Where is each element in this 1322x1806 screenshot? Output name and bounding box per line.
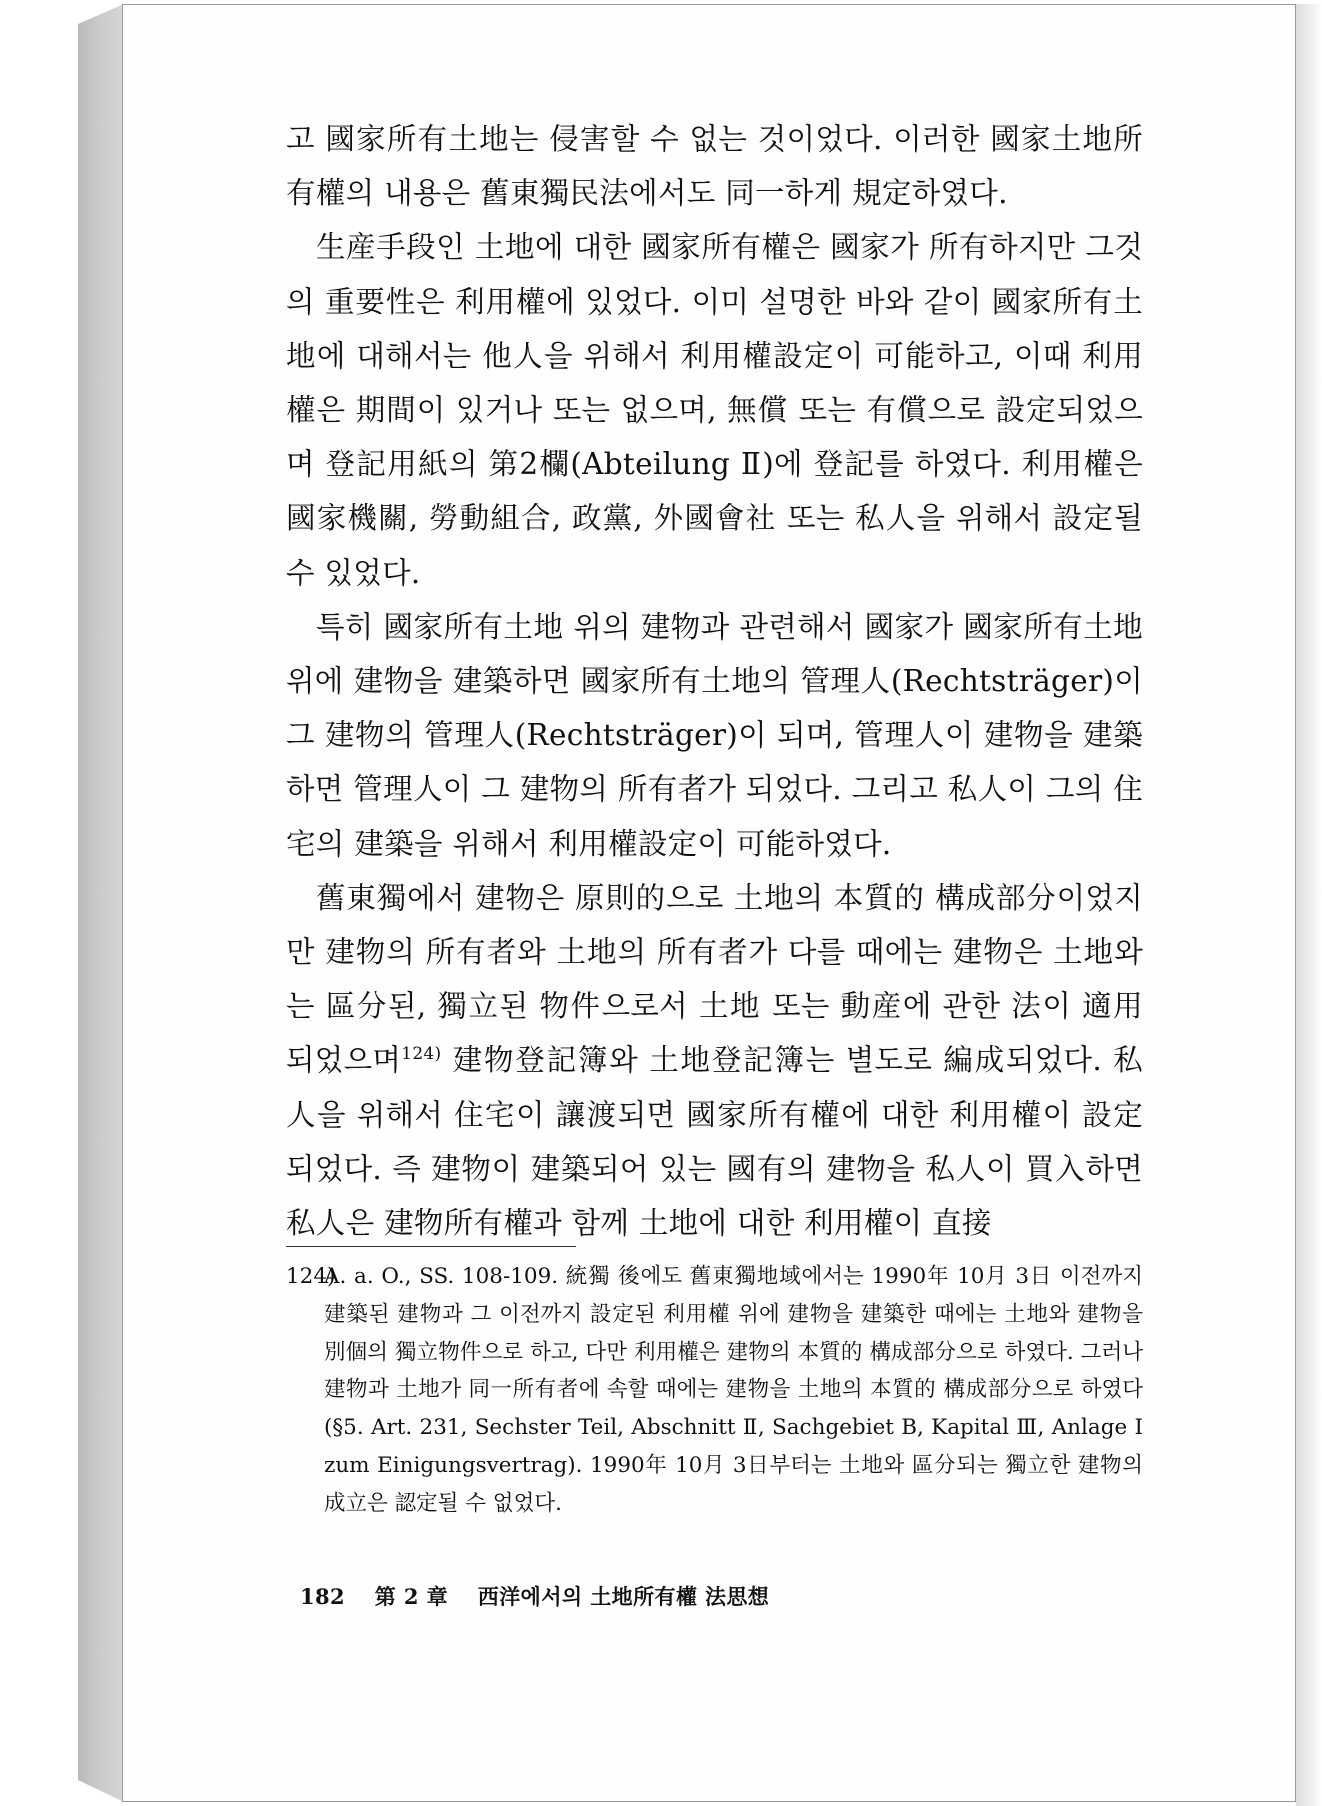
footnote-text: A. a. O., SS. 108-109. 統獨 後에도 舊東獨地域에서는 1990年 10月 3日 이전까지 建築된 建物과 그 이전까지 設定된 利用權 위에 建物을 建築한 때에는 土地와 建物을 別個의 獨立物件으로 하고, 다만 利用權은 建物의 本質的 構成部分으로 하였다. 그러나 建物과 土地가 同一所有者에 속할 때에는 建物을 土地의 本質的 構成部分으로 하였다(§5. Art. 231, Sechster Teil, Abschnitt Ⅱ, Sachgebiet B, Kapital Ⅲ, Anlage Ⅰ zum Einigungsvertrag). 1990年 10月 3日부터는 土地와 區分되는 獨立한 建物의 成立은 認定될 수 없었다.: [324, 1264, 1143, 1516]
chapter-label: 第 2 章: [374, 1584, 448, 1609]
page-edge-shadow: [1296, 4, 1322, 1806]
page-number: 182: [300, 1584, 346, 1609]
paragraph-4: [286, 871, 1143, 1250]
footnotes: [286, 1258, 1143, 1523]
footnote-number: 124): [286, 1264, 336, 1289]
book-spine-edge: [78, 4, 124, 1802]
footnote-divider: [286, 1246, 576, 1247]
paragraph-1: 고 國家所有土地는 侵害할 수 없는 것이었다. 이러한 國家土地所有權의 내용은 舊東獨民法에서도 同一하게 規定하였다.: [286, 122, 1143, 211]
paragraph-4-before-ref: 舊東獨에서 建物은 原則的으로 土地의 本質的 構成部分이었지만 建物의 所有者와 土地의 所有者가 다를 때에는 建物은 土地와는 區分된, 獨立된 物件으로서 土地 또는 動産에 관한 法이 適用되었으며: [286, 880, 1143, 1078]
paragraph-3: 특히 國家所有土地 위의 建物과 관련해서 國家가 國家所有土地 위에 建物을 建築하면 國家所有土地의 管理人(Rechtsträger)이 그 建物의 管理人(Rechtsträger)이 되며, 管理人이 建物을 建築하면 管理人이 그 建物의 所有者가 되었다. 그리고 私人이 그의 住宅의 建築을 위해서 利用權設定이 可能하였다.: [286, 609, 1143, 861]
footnote-reference: 124): [401, 1044, 442, 1065]
running-footer: [300, 1581, 769, 1611]
footnote-124: [286, 1258, 1143, 1523]
main-text: [286, 112, 1143, 1250]
paragraph-4-after-ref: 建物登記簿와 土地登記簿는 별도로 編成되었다. 私人을 위해서 住宅이 讓渡되면 國家所有權에 대한 利用權이 設定되었다. 즉 建物이 建築되어 있는 國有의 建物을 私人이 買入하면 私人은 建物所有權과 함께 土地에 대한 利用權이 直接: [286, 1043, 1143, 1241]
paragraph-2: 生産手段인 土地에 대한 國家所有權은 國家가 所有하지만 그것의 重要性은 利用權에 있었다. 이미 설명한 바와 같이 國家所有土地에 대해서는 他人을 위해서 利用權設定이 可能하고, 이때 利用權은 期間이 있거나 또는 없으며, 無償 또는 有償으로 設定되었으며 登記用紙의 第2欄(Abteilung Ⅱ)에 登記를 하였다. 利用權은 國家機關, 勞動組合, 政黨, 外國會社 또는 私人을 위해서 設定될 수 있었다.: [286, 230, 1143, 590]
chapter-title: 西洋에서의 土地所有權 法思想: [477, 1584, 770, 1609]
